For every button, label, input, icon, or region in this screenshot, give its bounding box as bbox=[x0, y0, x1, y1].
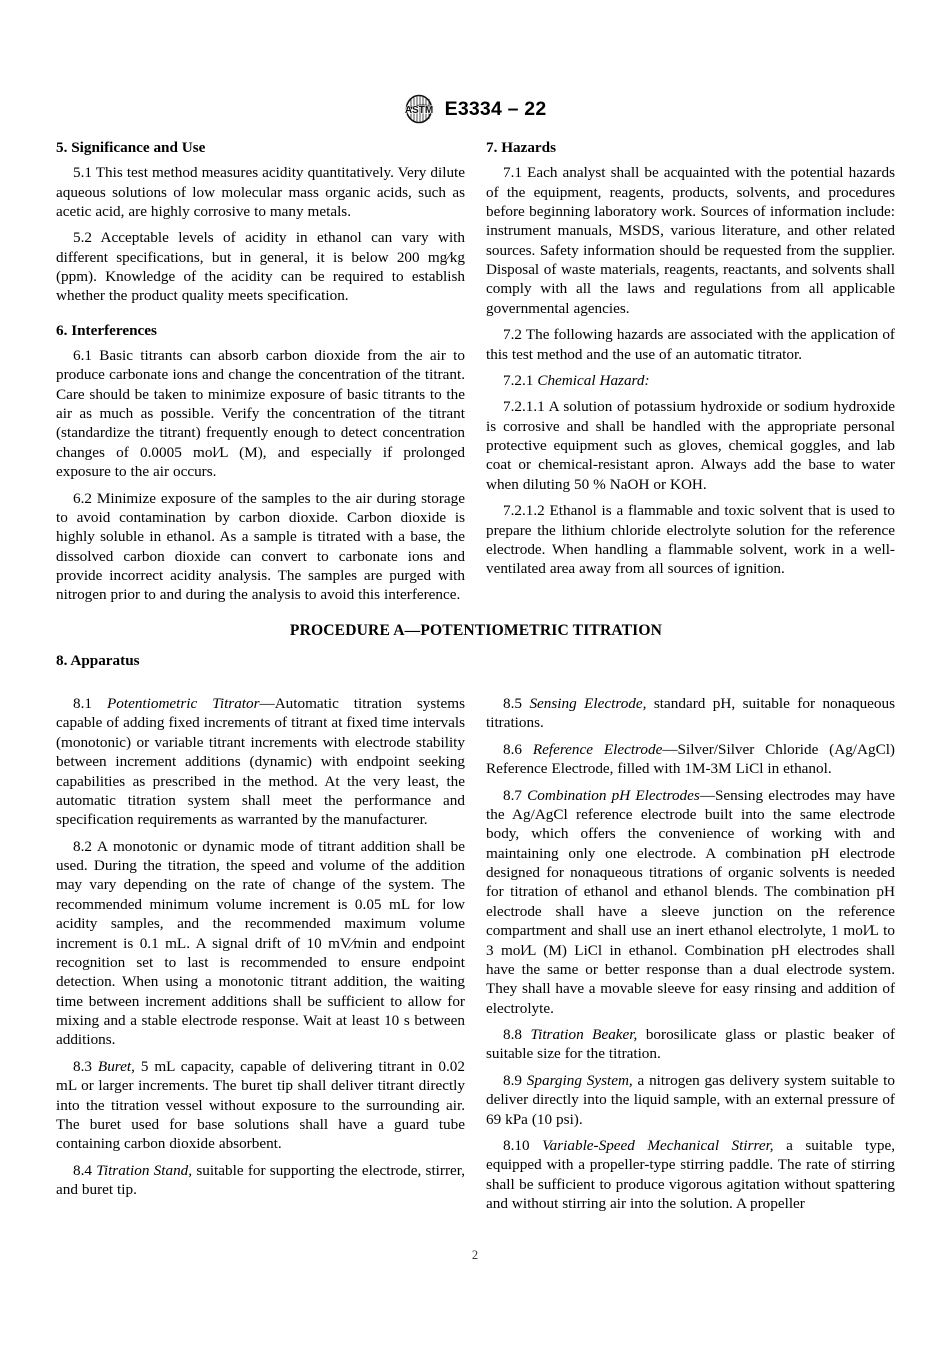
paragraph-8-3-title: Buret, bbox=[97, 1057, 135, 1075]
paragraph-8-6-number: 8.6 bbox=[503, 740, 522, 758]
paragraph-7-2: 7.2 The following hazards are associated with the application of this test method and the use of an automatic titrator. bbox=[486, 326, 895, 363]
paragraph-8-4-body: suitable for supporting the electrode, stirrer, and buret tip. bbox=[56, 1161, 465, 1198]
lower-right-column bbox=[486, 694, 895, 1213]
paragraph-5-2: 5.2 Acceptable levels of acidity in ethanol can vary with different specifications, but in general, it is below 200 mg∕kg (ppm). Knowledge of the acidity can be required to establish whether the product quality meets specification. bbox=[56, 229, 465, 305]
page-number: 2 bbox=[471, 1248, 479, 1262]
paragraph-7-1: 7.1 Each analyst shall be acquainted with the potential hazards of the equipment, reagents, products, solvents, and procedures before beginning laboratory work. Sources of information include: instrument manuals, MSDS, various literature, and other related sources. Safety information should be requested from the supplier. Disposal of waste materials, reagents, reactants, and solvents shall comply with all the laws and regulations from all applicable governmental agencies. bbox=[486, 164, 895, 317]
paragraph-8-4-number: 8.4 bbox=[73, 1161, 92, 1179]
paragraph-8-7-title: Combination pH Electrodes bbox=[527, 786, 700, 804]
paragraph-8-1-body: —Automatic titration systems capable of adding fixed increments of titrant at fixed time intervals (monotonic) or variable titrant increments with electrode stability between increment additions (dynamic) with endpoint seeking capabilities as prescribed in the method. At the very least, the automatic titration system shall meet the performance and specification requirements as warranted by the manufacturer. bbox=[56, 695, 465, 829]
astm-logo-icon bbox=[404, 94, 436, 124]
paragraph-8-6 bbox=[486, 740, 895, 779]
paragraph-8-10-body: a suitable type, equipped with a propeller-type stirring paddle. The rate of stirring shall be sufficient to produce vigorous agitation without spattering and without stirring air into the solution. A propeller bbox=[486, 1136, 895, 1212]
paragraph-8-7-number: 8.7 bbox=[503, 786, 522, 804]
paragraph-8-7-body: —Sensing electrodes may have the Ag/AgCl reference electrode built into the same electrode body, which offers the convenience of working with and maintaining only one electrode. A combination pH electrode designed for nonaqueous titrations of organic solvents is needed for titration of ethanol and ethanol blends. The combination pH electrode shall have a sleeve junction on the reference compartment and shall use an inert ethanol electrolyte, 1 mol∕L to 3 mol∕L (M) LiCl in ethanol. Combination pH electrodes shall have the same or better response than a dual electrode system. They shall have a movable sleeve for easy rinsing and addition of electrolyte. bbox=[486, 786, 895, 1017]
paragraph-6-2: 6.2 Minimize exposure of the samples to the air during storage to avoid contamination by carbon dioxide. Carbon dioxide is highly soluble in ethanol. As a sample is titrated with a base, the dissolved carbon dioxide can convert to carbonate ions and provide incorrect acidity analysis. The samples are purged with nitrogen prior to and during the analysis to avoid this interference. bbox=[56, 489, 465, 604]
paragraph-8-3-number: 8.3 bbox=[73, 1057, 92, 1075]
paragraph-8-7 bbox=[486, 786, 895, 1019]
paragraph-7-2-1-title: Chemical Hazard: bbox=[537, 371, 650, 389]
section-heading-5: 5. Significance and Use bbox=[56, 139, 206, 156]
paragraph-8-5-body: standard pH, suitable for nonaqueous titrations. bbox=[486, 695, 896, 732]
lower-left-column bbox=[56, 694, 465, 1199]
lower-columns bbox=[56, 694, 896, 1213]
paragraph-8-8 bbox=[486, 1025, 895, 1064]
section-heading-6: 6. Interferences bbox=[56, 321, 157, 339]
paragraph-7-2-1 bbox=[486, 371, 895, 390]
paragraph-8-8-body: borosilicate glass or plastic beaker of suitable size for the titration. bbox=[486, 1026, 895, 1063]
paragraph-8-2: 8.2 A monotonic or dynamic mode of titrant addition shall be used. During the titration, the speed and volume of the addition may vary depending on the rate of change of the system. The recommended minimum volume increment is 0.05 mL for low acidity samples, and the recommended maximum volume increment is 0.1 mL. A signal drift of 10 mV∕min and endpoint recognition set to last is recommended to ensure endpoint detection. When using a monotonic titrant addition, the waiting time between increment additions shall be sufficient to allow for mixing and a stable electrode response. Wait at least 10 s between additions. bbox=[56, 837, 465, 1049]
paragraph-8-1-number: 8.1 bbox=[73, 695, 92, 712]
paragraph-8-6-title: Reference Electrode bbox=[532, 740, 663, 758]
paragraph-5-1: 5.1 This test method measures acidity quantitatively. Very dilute aqueous solutions of low molecular mass organic acids, such as acetic acid, are highly corrosive to many metals. bbox=[56, 164, 465, 220]
paragraph-8-5 bbox=[486, 694, 895, 733]
paragraph-8-6-body: —Silver/Silver Chloride (Ag/AgCl) Reference Electrode, filled with 1M-3M LiCl in ethanol. bbox=[486, 740, 895, 778]
procedure-banner: PROCEDURE A—POTENTIOMETRIC TITRATION bbox=[289, 622, 663, 639]
upper-left-column bbox=[56, 138, 465, 605]
paragraph-8-8-number: 8.8 bbox=[503, 1026, 522, 1043]
paragraph-8-10 bbox=[486, 1136, 895, 1214]
paragraph-8-4 bbox=[56, 1161, 465, 1200]
paragraph-8-9 bbox=[486, 1071, 895, 1129]
paragraph-8-9-title: Sparging System, bbox=[526, 1071, 633, 1089]
paragraph-8-9-number: 8.9 bbox=[503, 1071, 522, 1089]
paragraph-8-4-title: Titration Stand, bbox=[96, 1161, 193, 1179]
document-designation: E3334 – 22 bbox=[444, 97, 547, 120]
paragraph-8-8-title: Titration Beaker, bbox=[530, 1026, 638, 1043]
paragraph-8-10-title: Variable-Speed Mechanical Stirrer, bbox=[542, 1136, 774, 1154]
paragraph-7-2-1-1: 7.2.1.1 A solution of potassium hydroxide or sodium hydroxide is corrosive and shall be handled with the appropriate personal protective equipment such as gloves, chemical goggles, and lab coat or chemical-resistant apron. Always add the base to water when diluting 50 % NaOH or KOH. bbox=[486, 398, 895, 493]
section-heading-7: 7. Hazards bbox=[486, 139, 557, 156]
svg-text:ASTM: ASTM bbox=[404, 105, 433, 116]
paragraph-8-10-number: 8.10 bbox=[503, 1136, 530, 1154]
paragraph-6-1: 6.1 Basic titrants can absorb carbon dioxide from the air to produce carbonate ions and change the concentration of the titrant. Care should be taken to minimize exposure of basic titrants to the air as much as possible. Verify the concentration of the titrant (standardize the titrant) frequently enough to detect concentration changes of 0.0005 mol∕L (M), and especially if prolonged exposure to the air occurs. bbox=[56, 346, 465, 481]
upper-right-column bbox=[486, 138, 895, 579]
paragraph-7-2-1-number: 7.2.1 bbox=[503, 371, 534, 389]
paragraph-8-9-body: a nitrogen gas delivery system suitable to deliver directly into the liquid sample, with an external pressure of 69 kPa (10 psi). bbox=[486, 1071, 895, 1128]
section-heading-8: 8. Apparatus bbox=[56, 652, 140, 669]
paragraph-7-2-1-2: 7.2.1.2 Ethanol is a flammable and toxic solvent that is used to prepare the lithium chloride electrolyte solution for the reference electrode. When handling a flammable solvent, work in a well-ventilated area away from all sources of ignition. bbox=[486, 502, 895, 578]
paragraph-8-3-body: 5 mL capacity, capable of delivering titrant in 0.02 mL or larger increments. The buret tip shall deliver titrant directly into the titration vessel without exposure to the surrounding air. The buret used for base solutions shall have a guard tube containing carbon dioxide absorbent. bbox=[56, 1057, 465, 1153]
paragraph-8-1-title: Potentiometric Titrator bbox=[106, 695, 260, 712]
paragraph-8-5-title: Sensing Electrode, bbox=[529, 695, 647, 712]
paragraph-8-5-number: 8.5 bbox=[503, 695, 522, 712]
paragraph-8-1 bbox=[56, 694, 465, 830]
upper-columns bbox=[56, 138, 896, 605]
page-header bbox=[0, 90, 950, 128]
paragraph-8-3 bbox=[56, 1057, 465, 1154]
